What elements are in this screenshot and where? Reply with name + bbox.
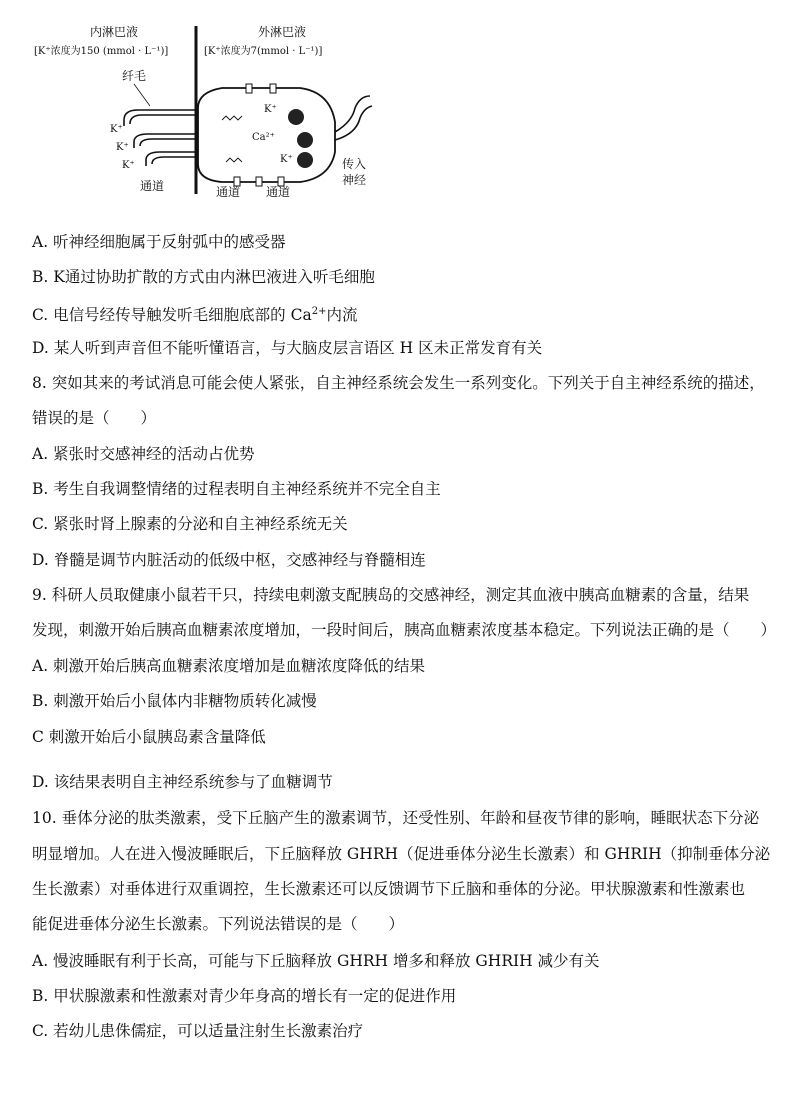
- k-ion-4: K⁺: [264, 104, 277, 115]
- afferent-nerve: [335, 96, 372, 140]
- k-ion-3: K⁺: [122, 160, 135, 171]
- cilia-pointer: [134, 84, 150, 106]
- q10-stem-line-3: 生长激素）对垂体进行双重调控，生长激素还可以反馈调节下丘脑和垂体的分泌。甲状腺激素和性激素也: [32, 880, 746, 898]
- q7-option-b: B. K通过协助扩散的方式由内淋巴液进入听毛细胞: [32, 268, 375, 286]
- label-perilymph: 外淋巴液: [258, 25, 307, 39]
- q9-option-d: D. 该结果表明自主神经系统参与了血糖调节: [32, 773, 333, 791]
- q10-stem-line-2: 明显增加。人在进入慢波睡眠后，下丘脑释放 GHRH（促进垂体分泌生长激素）和 GHRIH（抑制垂体分泌: [32, 845, 771, 863]
- k-ion-5: K⁺: [280, 154, 293, 165]
- label-channel-2: 通道: [216, 185, 241, 197]
- q9-option-c: C 刺激开始后小鼠胰岛素含量降低: [32, 728, 266, 746]
- q10-stem-line-1: 10. 垂体分泌的肽类激素，受下丘脑产生的激素调节，还受性别、年龄和昼夜节律的影响，睡眠状态下分泌: [32, 809, 760, 827]
- q7-option-d: D. 某人听到声音但不能听懂语言，与大脑皮层言语区 H 区未正常发育有关: [32, 339, 543, 357]
- label-cilia: 纤毛: [122, 69, 147, 83]
- q9-option-a: A. 刺激开始后胰高血糖素浓度增加是血糖浓度降低的结果: [32, 657, 426, 675]
- q8-option-c: C. 紧张时肾上腺素的分泌和自主神经系统无关: [32, 515, 348, 533]
- q8-option-a: A. 紧张时交感神经的活动占优势: [32, 445, 255, 463]
- q10-stem-line-4: 能促进垂体分泌生长激素。下列说法错误的是（ ）: [32, 915, 405, 933]
- label-channel-1: 通道: [140, 179, 165, 193]
- q10-option-c: C. 若幼儿患侏儒症，可以适量注射生长激素治疗: [32, 1022, 364, 1040]
- label-endolymph-conc: [K⁺浓度为150 (mmol · L⁻¹)]: [34, 46, 169, 57]
- signal-wave: [222, 116, 242, 162]
- q8-option-b: B. 考生自我调整情绪的过程表明自主神经系统并不完全自主: [32, 480, 441, 498]
- label-nerve-2: 神经: [342, 173, 367, 187]
- label-perilymph-conc: [K⁺浓度为7(mmol · L⁻¹)]: [204, 46, 323, 57]
- k-ion-1: K⁺: [110, 124, 123, 135]
- q7-option-c-sup: 2+: [311, 306, 327, 317]
- q10-option-b: B. 甲状腺激素和性激素对青少年身高的增长有一定的促进作用: [32, 987, 457, 1005]
- q7-option-a: A. 听神经细胞属于反射弧中的感受器: [32, 233, 286, 251]
- q8-stem-line-2: 错误的是（ ）: [32, 409, 157, 427]
- q9-stem-line-1: 9. 科研人员取健康小鼠若干只，持续电刺激支配胰岛的交感神经，测定其血液中胰高血糖素的含量，结果: [32, 586, 750, 604]
- q8-stem-line-1: 8. 突如其来的考试消息可能会使人紧张，自主神经系统会发生一系列变化。下列关于自主神经系统的描述，: [32, 374, 765, 392]
- q7-option-c: [32, 302, 357, 325]
- k-ion-2: K⁺: [116, 142, 129, 153]
- q7-option-c-tail: 内流: [326, 306, 358, 325]
- label-endolymph: 内淋巴液: [90, 25, 139, 39]
- q10-option-a: A. 慢波睡眠有利于长高，可能与下丘脑释放 GHRH 增多和释放 GHRIH 减少有关: [32, 952, 600, 970]
- q8-option-d: D. 脊髓是调节内脏活动的低级中枢，交感神经与脊髓相连: [32, 551, 426, 569]
- label-channel-3: 通道: [266, 185, 291, 197]
- cilia-group: [124, 110, 198, 166]
- q9-stem-line-2: 发现，刺激开始后胰高血糖素浓度增加，一段时间后，胰高血糖素浓度基本稳定。下列说法正确的是（ ）: [32, 621, 777, 639]
- ca-ion: Ca²⁺: [252, 132, 275, 143]
- q9-option-b: B. 刺激开始后小鼠体内非糖物质转化减慢: [32, 692, 317, 710]
- hair-cell-diagram: [30, 22, 375, 197]
- label-nerve-1: 传入: [342, 157, 367, 171]
- q7-option-c-text: C. 电信号经传导触发听毛细胞底部的 Ca: [32, 306, 312, 325]
